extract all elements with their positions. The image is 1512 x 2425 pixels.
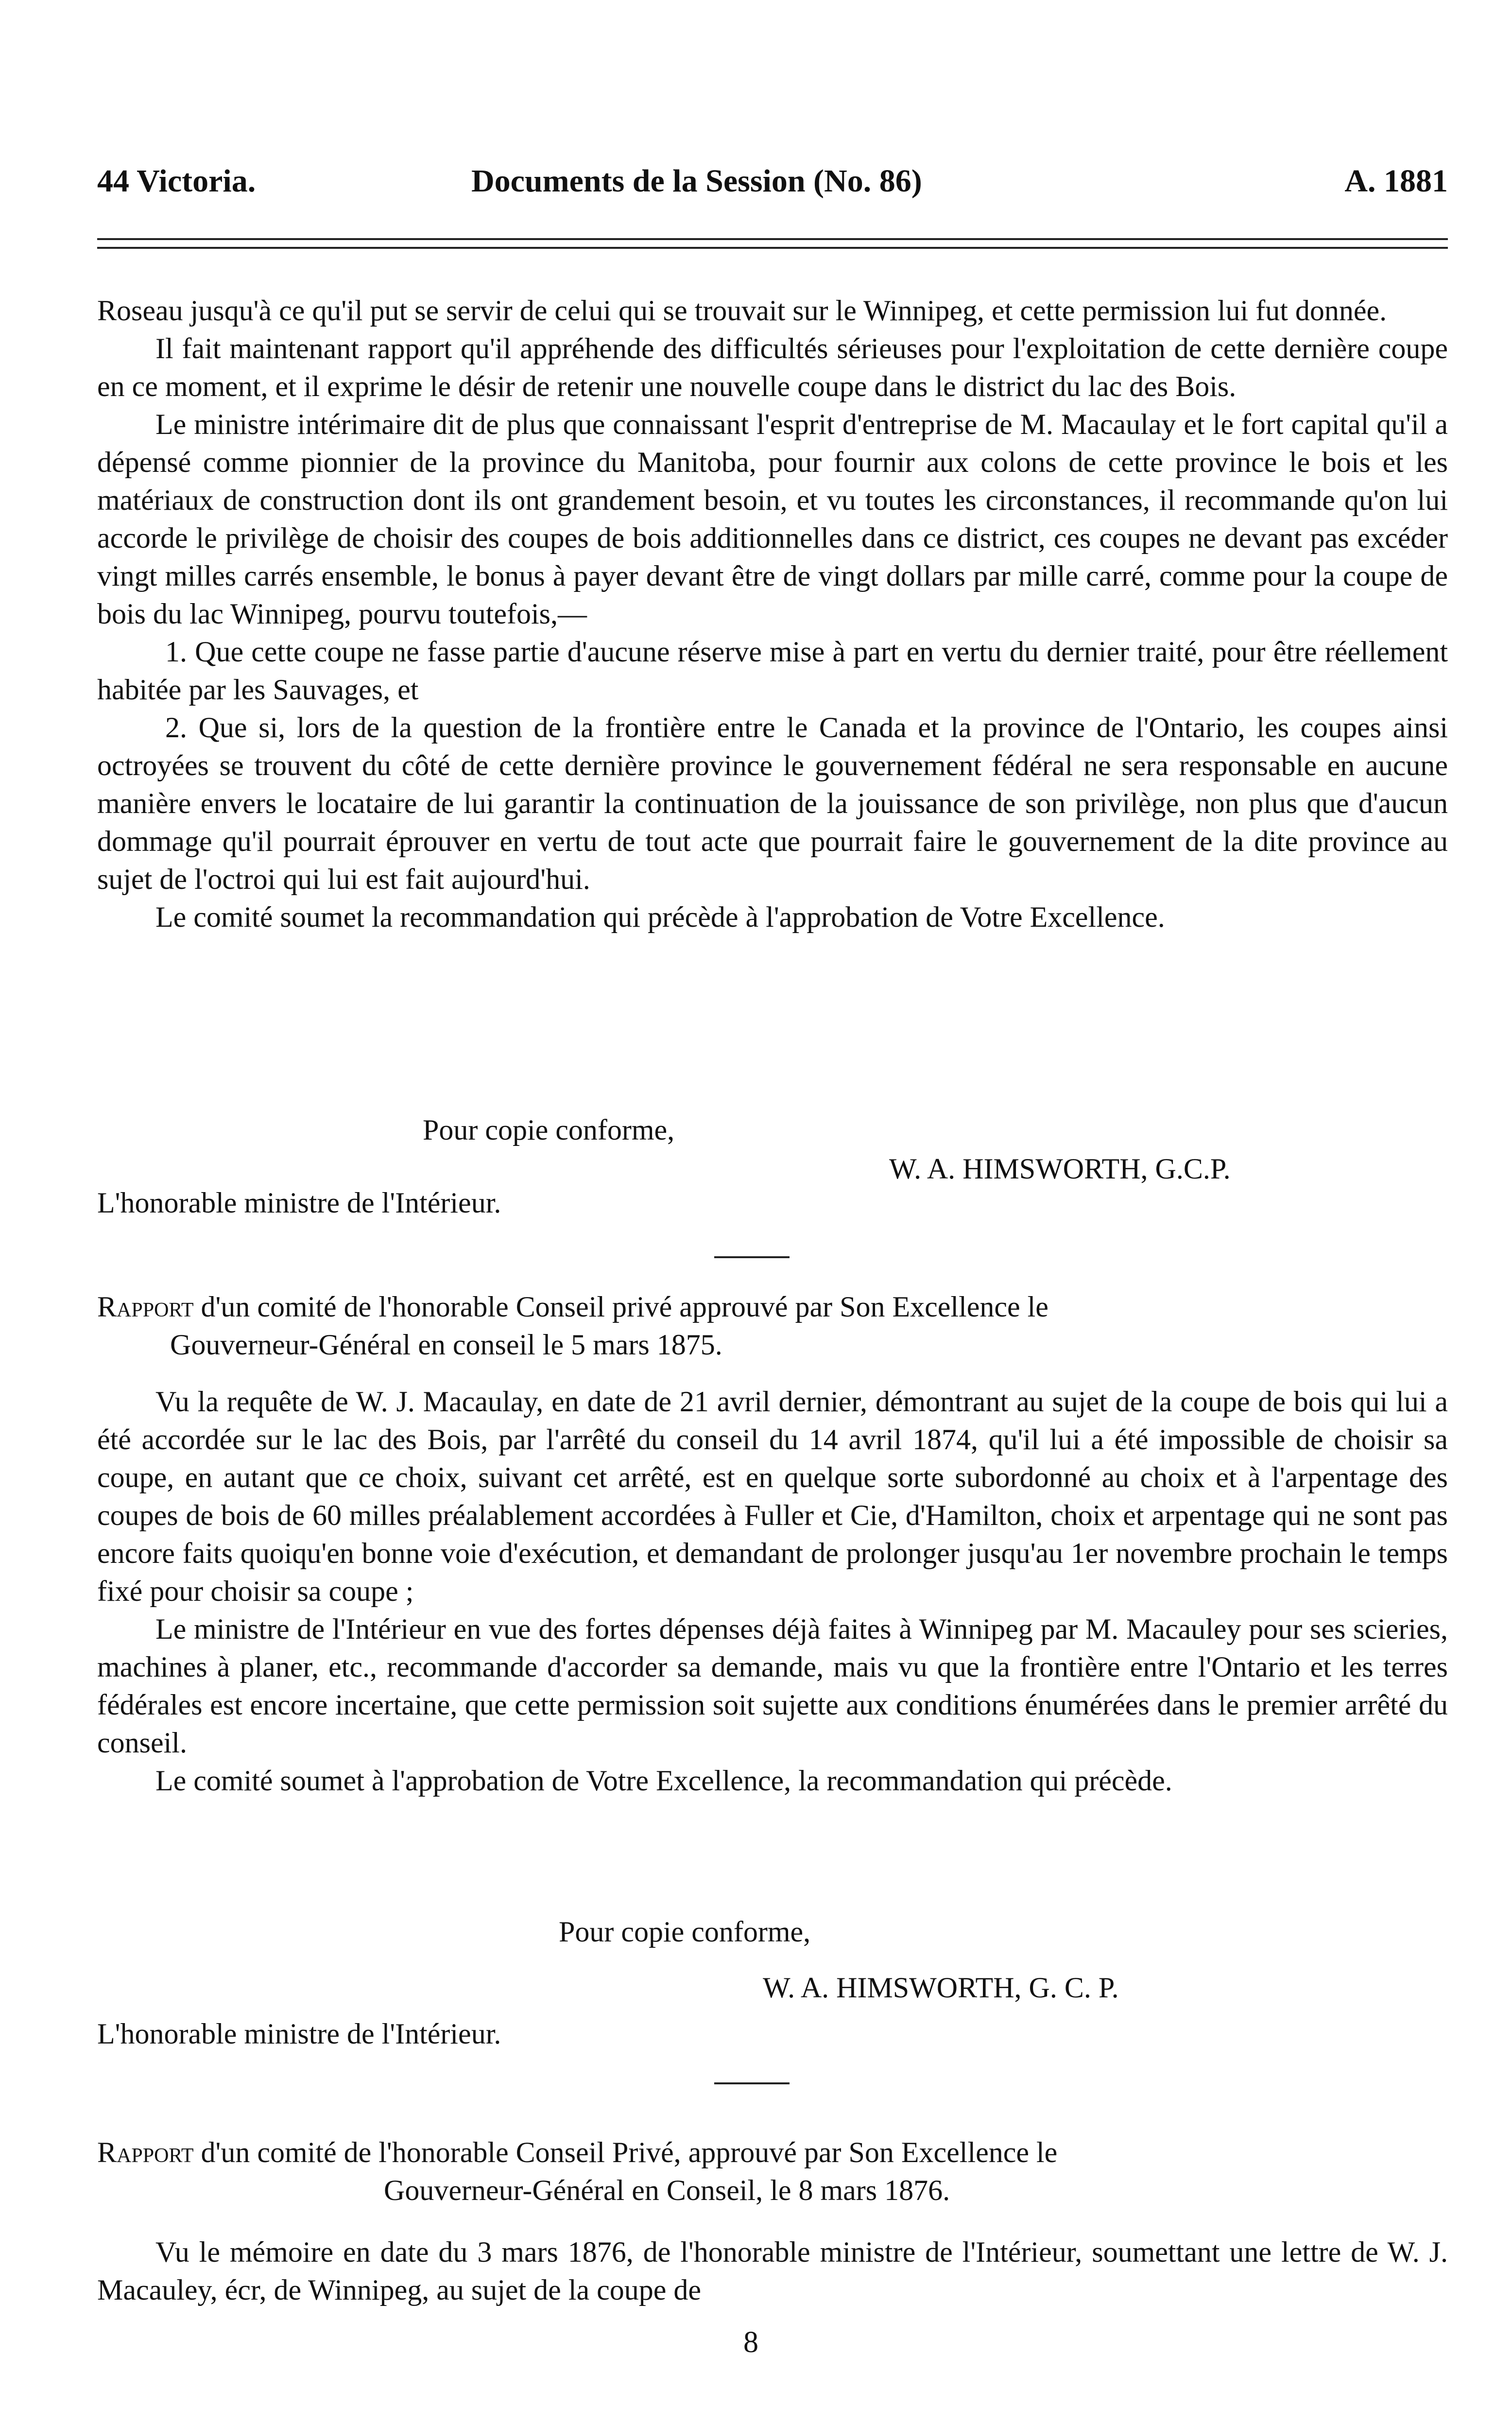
section2-heading [97, 1288, 1448, 1364]
section3-heading-line2: Gouverneur-Général en Conseil, le 8 mars 1876. [384, 2174, 950, 2206]
section3-heading [97, 2133, 1448, 2209]
section1-item-2: 2. Que si, lors de la question de la frontière entre le Canada et la province de l'Ontario, les coupes ainsi octroyées se trouvent du côté de cette dernière province le gouvernement fédéral ne sera responsable en aucune manière envers le locataire de lui garantir la continuation de la jouissance de son privilège, non plus que d'aucun dommage qu'il pourrait éprouver en vertu de tout acte que pourrait faire le gouvernement de la dite province au sujet de l'octroi qui lui est fait aujourd'hui. [97, 711, 1448, 895]
section2-copie: Pour copie conforme, [559, 1916, 811, 1948]
section-divider-2 [714, 2082, 790, 2084]
section3-paragraph-1: Vu le mémoire en date du 3 mars 1876, de l'honorable ministre de l'Intérieur, soumettant une lettre de W. J. Macauley, écr, de Winnipeg, au sujet de la coupe de [97, 2236, 1448, 2306]
section2-signature: W. A. HIMSWORTH, G. C. P. [763, 1972, 1119, 2004]
header-rule-top [97, 238, 1448, 240]
section3-heading-line1: d'un comité de l'honorable Conseil Privé, approuvé par Son Excellence le [193, 2136, 1058, 2168]
section1-item-1: 1. Que cette coupe ne fasse partie d'aucune réserve mise à part en vertu du dernier traité, pour être réellement habitée par les Sauvages, et [97, 636, 1448, 706]
section1-paragraph-1: Roseau jusqu'à ce qu'il put se servir de celui qui se trouvait sur le Winnipeg, et cette permission lui fut donnée. [97, 294, 1387, 327]
section1-signature: W. A. HIMSWORTH, G.C.P. [889, 1153, 1231, 1185]
section2-heading-rapport: Rapport [97, 1291, 194, 1323]
section1-body [97, 292, 1448, 936]
section-divider-1 [714, 1256, 790, 1258]
section2-paragraph-2: Le ministre de l'Intérieur en vue des fortes dépenses déjà faites à Winnipeg par M. Macauley pour ses scieries, machines à planer, etc., recommande d'accorder sa demande, mais vu que la frontière entre l'Ontario et les terres fédérales est encore incertaine, que cette permission soit sujette aux conditions énumérées dans le premier arrêté du conseil. [97, 1613, 1448, 1759]
header-rule-bottom [97, 247, 1448, 249]
section1-copie: Pour copie conforme, [423, 1114, 675, 1146]
section2-heading-line1: d'un comité de l'honorable Conseil privé approuvé par Son Excellence le [193, 1291, 1048, 1323]
section1-paragraph-4: Le comité soumet la recommandation qui précède à l'approbation de Votre Excellence. [155, 901, 1165, 933]
section1-paragraph-3: Le ministre intérimaire dit de plus que connaissant l'esprit d'entreprise de M. Macaulay et le fort capital qu'il a dépensé comme pionnier de la province du Manitoba, pour fournir aux colons de cette province le bois et les matériaux de construction dont ils ont grandement besoin, et vu toutes les circonstances, il recommande qu'on lui accorde le privilège de choisir des coupes de bois additionnelles dans ce district, ces coupes ne devant pas excéder vingt milles carrés ensemble, le bonus à payer devant être de vingt dollars par mille carré, comme pour la coupe de bois du lac Winnipeg, pourvu toutefois,— [97, 408, 1448, 630]
section2-body [97, 1383, 1448, 1800]
section2-heading-line2: Gouverneur-Général en conseil le 5 mars 1875. [170, 1329, 722, 1361]
section2-paragraph-1: Vu la requête de W. J. Macaulay, en date de 21 avril dernier, démontrant au sujet de la coupe de bois qui lui a été accordée sur le lac des Bois, par l'arrêté du conseil du 14 avril 1874, qu'il lui a été impossible de choisir sa coupe, en autant que ce choix, suivant cet arrêté, est en quelque sorte subordonné au choix et à l'arpentage des coupes de bois de 60 milles préalablement accordées à Fuller et Cie, d'Hamilton, choix et arpentage qui ne sont pas encore faits quoiqu'en bonne voie d'exécution, et demandant de prolonger jusqu'au 1er novembre prochain le temps fixé pour choisir sa coupe ; [97, 1386, 1448, 1607]
header-center: Documents de la Session (No. 86) [471, 163, 922, 199]
header-left: 44 Victoria. [97, 163, 256, 199]
section3-body [97, 2233, 1448, 2309]
section2-paragraph-3: Le comité soumet à l'approbation de Votre Excellence, la recommandation qui précède. [155, 1765, 1172, 1797]
running-header [97, 163, 1448, 202]
page-number: 8 [743, 2326, 758, 2359]
section3-heading-rapport: Rapport [97, 2136, 194, 2168]
section2-addressee: L'honorable ministre de l'Intérieur. [97, 2018, 501, 2050]
section1-paragraph-2: Il fait maintenant rapport qu'il appréhende des difficultés sérieuses pour l'exploitation de cette dernière coupe en ce moment, et il exprime le désir de retenir une nouvelle coupe dans le district du lac des Bois. [97, 332, 1448, 402]
header-right: A. 1881 [1344, 163, 1448, 199]
section1-addressee: L'honorable ministre de l'Intérieur. [97, 1187, 501, 1219]
